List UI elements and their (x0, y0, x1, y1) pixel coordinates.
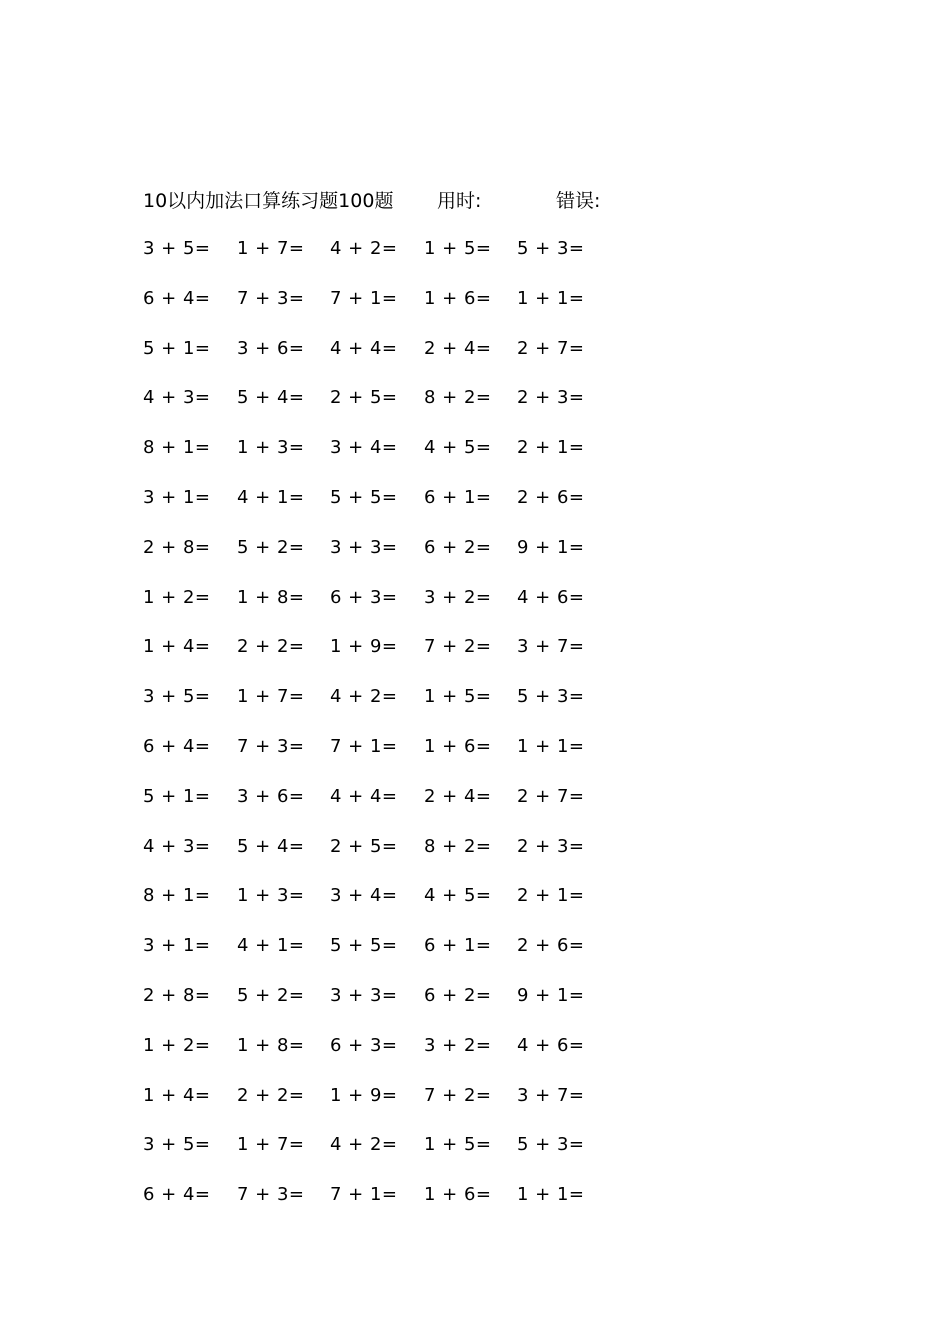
problem-item: 1 + 2= (143, 586, 211, 608)
problem-item: 2 + 3= (517, 387, 585, 409)
problem-item: 7 + 3= (237, 735, 305, 757)
worksheet-header (143, 186, 663, 216)
problem-item: 4 + 3= (143, 387, 211, 409)
problem-grid (143, 235, 623, 1231)
problem-item: 4 + 2= (330, 686, 398, 708)
problem-item: 1 + 6= (424, 735, 492, 757)
problem-item: 5 + 3= (517, 686, 585, 708)
problem-item: 8 + 2= (424, 387, 492, 409)
problem-row (143, 1181, 623, 1231)
problem-item: 1 + 4= (143, 1084, 211, 1106)
problem-row (143, 1082, 623, 1132)
problem-item: 8 + 1= (143, 885, 211, 907)
problem-item: 3 + 7= (517, 1084, 585, 1106)
problem-row (143, 633, 623, 683)
problem-row (143, 285, 623, 335)
problem-item: 3 + 4= (330, 437, 398, 459)
problem-item: 2 + 2= (237, 636, 305, 658)
problem-item: 1 + 2= (143, 1034, 211, 1056)
problem-item: 2 + 4= (424, 785, 492, 807)
problem-item: 4 + 1= (237, 935, 305, 957)
problem-item: 1 + 3= (237, 437, 305, 459)
problem-row (143, 584, 623, 634)
problem-item: 5 + 1= (143, 337, 211, 359)
problem-item: 3 + 5= (143, 686, 211, 708)
problem-item: 5 + 1= (143, 785, 211, 807)
problem-row (143, 235, 623, 285)
problem-item: 4 + 6= (517, 586, 585, 608)
problem-item: 6 + 3= (330, 1034, 398, 1056)
problem-item: 4 + 4= (330, 337, 398, 359)
problem-item: 1 + 5= (424, 686, 492, 708)
problem-item: 5 + 2= (237, 536, 305, 558)
problem-item: 7 + 3= (237, 287, 305, 309)
problem-item: 7 + 1= (330, 287, 398, 309)
problem-item: 2 + 1= (517, 885, 585, 907)
problem-item: 6 + 4= (143, 735, 211, 757)
problem-item: 4 + 5= (424, 437, 492, 459)
problem-item: 2 + 5= (330, 387, 398, 409)
problem-item: 1 + 4= (143, 636, 211, 658)
problem-row (143, 434, 623, 484)
problem-item: 1 + 1= (517, 735, 585, 757)
problem-row (143, 982, 623, 1032)
problem-item: 1 + 1= (517, 287, 585, 309)
problem-row (143, 833, 623, 883)
problem-item: 2 + 8= (143, 536, 211, 558)
problem-item: 5 + 5= (330, 486, 398, 508)
problem-item: 1 + 7= (237, 238, 305, 259)
problem-item: 7 + 1= (330, 735, 398, 757)
problem-item: 6 + 1= (424, 486, 492, 508)
problem-row (143, 484, 623, 534)
problem-item: 2 + 5= (330, 835, 398, 857)
problem-row (143, 733, 623, 783)
problem-item: 2 + 7= (517, 337, 585, 359)
problem-item: 2 + 6= (517, 486, 585, 508)
problem-item: 4 + 3= (143, 835, 211, 857)
problem-item: 7 + 2= (424, 636, 492, 658)
problem-item: 4 + 6= (517, 1034, 585, 1056)
problem-item: 8 + 1= (143, 437, 211, 459)
problem-item: 3 + 3= (330, 984, 398, 1006)
problem-item: 7 + 3= (237, 1184, 305, 1206)
problem-item: 5 + 3= (517, 1134, 585, 1156)
problem-item: 2 + 1= (517, 437, 585, 459)
problem-item: 2 + 3= (517, 835, 585, 857)
problem-item: 3 + 1= (143, 486, 211, 508)
problem-item: 4 + 2= (330, 1134, 398, 1156)
problem-item: 5 + 4= (237, 387, 305, 409)
problem-item: 1 + 5= (424, 238, 492, 259)
problem-item: 3 + 6= (237, 337, 305, 359)
problem-item: 3 + 3= (330, 536, 398, 558)
problem-item: 1 + 3= (237, 885, 305, 907)
problem-item: 6 + 2= (424, 984, 492, 1006)
problem-item: 1 + 1= (517, 1184, 585, 1206)
problem-item: 5 + 4= (237, 835, 305, 857)
problem-row (143, 882, 623, 932)
problem-item: 4 + 4= (330, 785, 398, 807)
problem-item: 1 + 8= (237, 586, 305, 608)
problem-item: 1 + 7= (237, 686, 305, 708)
problem-item: 3 + 7= (517, 636, 585, 658)
problem-item: 3 + 2= (424, 586, 492, 608)
problem-row (143, 783, 623, 833)
problem-row (143, 683, 623, 733)
problem-item: 9 + 1= (517, 984, 585, 1006)
problem-item: 2 + 7= (517, 785, 585, 807)
problem-item: 4 + 2= (330, 238, 398, 259)
problem-item: 1 + 6= (424, 1184, 492, 1206)
problem-item: 3 + 5= (143, 1134, 211, 1156)
problem-item: 6 + 3= (330, 586, 398, 608)
problem-item: 1 + 6= (424, 287, 492, 309)
problem-item: 5 + 3= (517, 238, 585, 259)
time-used-label: 用时: (437, 190, 482, 212)
problem-row (143, 384, 623, 434)
problem-item: 6 + 2= (424, 536, 492, 558)
problem-item: 6 + 1= (424, 935, 492, 957)
problem-item: 3 + 1= (143, 935, 211, 957)
problem-item: 7 + 1= (330, 1184, 398, 1206)
problem-item: 1 + 9= (330, 636, 398, 658)
problem-item: 3 + 4= (330, 885, 398, 907)
problem-row (143, 932, 623, 982)
problem-item: 5 + 2= (237, 984, 305, 1006)
problem-item: 4 + 5= (424, 885, 492, 907)
problem-item: 1 + 8= (237, 1034, 305, 1056)
problem-item: 9 + 1= (517, 536, 585, 558)
problem-item: 2 + 2= (237, 1084, 305, 1106)
problem-item: 2 + 6= (517, 935, 585, 957)
problem-item: 4 + 1= (237, 486, 305, 508)
problem-item: 1 + 7= (237, 1134, 305, 1156)
problem-item: 8 + 2= (424, 835, 492, 857)
problem-item: 3 + 6= (237, 785, 305, 807)
error-count-label: 错误: (556, 190, 601, 212)
problem-item: 2 + 4= (424, 337, 492, 359)
problem-row (143, 1131, 623, 1181)
problem-item: 5 + 5= (330, 935, 398, 957)
problem-item: 7 + 2= (424, 1084, 492, 1106)
problem-row (143, 335, 623, 385)
problem-item: 3 + 2= (424, 1034, 492, 1056)
problem-item: 1 + 9= (330, 1084, 398, 1106)
worksheet-title: 10以内加法口算练习题100题 (143, 190, 394, 212)
problem-item: 3 + 5= (143, 238, 211, 259)
problem-row (143, 534, 623, 584)
problem-item: 1 + 5= (424, 1134, 492, 1156)
problem-item: 6 + 4= (143, 1184, 211, 1206)
problem-row (143, 1032, 623, 1082)
problem-item: 2 + 8= (143, 984, 211, 1006)
problem-item: 6 + 4= (143, 287, 211, 309)
